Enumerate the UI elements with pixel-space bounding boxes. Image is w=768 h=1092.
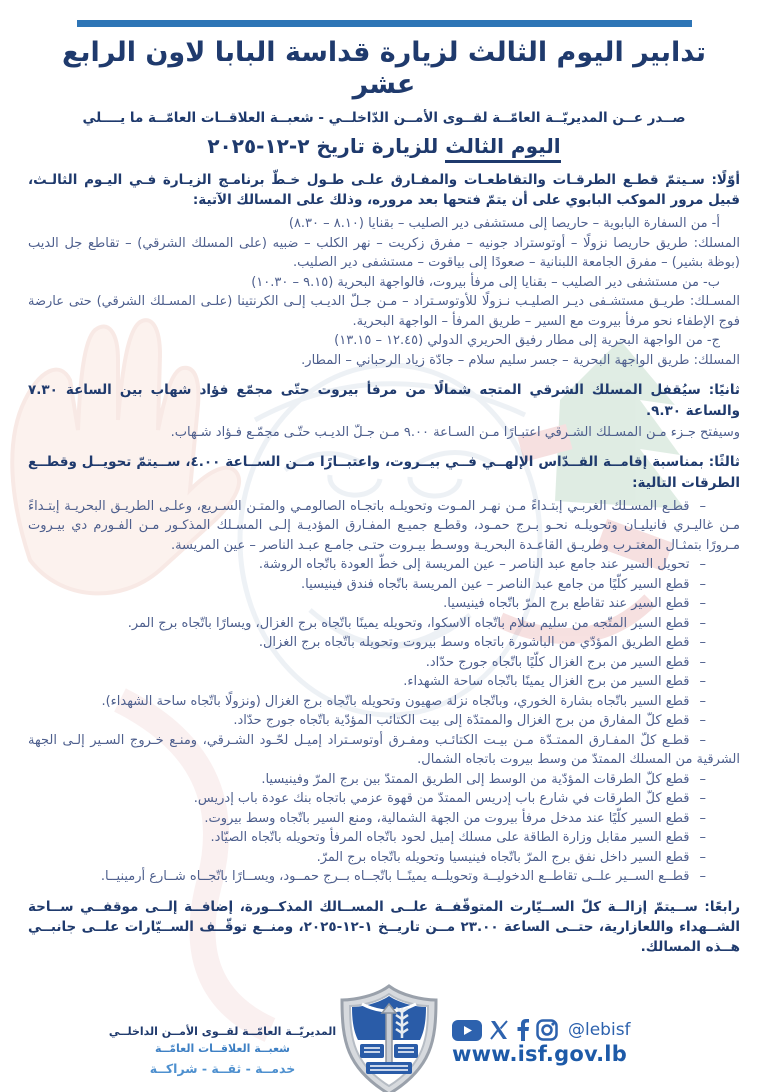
bullet-text: قطع كلّ الطرقات المؤدّية من الوسط إلى الطريق الممتدّ بين برج المرّ وفينيسيا. <box>261 771 690 787</box>
footer-directorate-name: المديريّــة العامّــة لقــوى الأمــن الداخلــي <box>108 1025 337 1038</box>
page-title: تدابير اليوم الثالث لزيارة قداسة البابا لاون الرابع عشر <box>61 37 707 101</box>
issuer-subtitle: صــدر عــن المديريّــة العامّــة لقــوى الأمــن الدّاخلــي - شعبــة العلاقــات العامّــة ما يــــلي <box>82 109 686 126</box>
section-third <box>28 452 740 887</box>
route-label: ج- من الواجهة البحرية إلى مطار رفيق الحريري الدولي (١٢.٤٥ – ١٣.١٥) <box>334 333 720 349</box>
instagram-icon[interactable] <box>536 1019 558 1041</box>
bullet-text: قطع السير داخل نفق برج المرّ باتّجاه فينيسيا وتحويله باتّجاه برج المرّ. <box>316 849 690 865</box>
bullet-dash: – <box>699 869 706 885</box>
closure-bullet <box>28 711 740 731</box>
closure-bullet <box>28 555 740 575</box>
bullet-dash: – <box>699 557 706 573</box>
route-entry <box>28 273 740 332</box>
closure-bullet <box>28 653 740 673</box>
closure-bullet <box>28 789 740 809</box>
section-second <box>28 380 740 442</box>
section-fourth-lead: رابعًا: ســيتمّ إزالــة كلّ الســيّارت المتوقّفــة علــى المســالك المذكــورة، إضافــة إلــى موقفــي ســاحة الشــهداء واللعازارية، حتــى الساعة ٢٣.٠٠ مــن تاريــخ ١-١٢-٢٠٢٥، ومنــع توقّــف الســيّارات علــى جانبــي هــذه المسالك. <box>28 898 740 956</box>
website-url[interactable]: www.isf.gov.lb <box>452 1042 627 1066</box>
closure-bullet <box>28 828 740 848</box>
x-icon[interactable] <box>489 1020 509 1040</box>
header-accent-bar <box>77 20 692 27</box>
closure-bullet <box>28 731 740 770</box>
closure-bullet <box>28 594 740 614</box>
visit-day-heading <box>28 134 740 158</box>
social-icons-row <box>452 1019 631 1041</box>
visit-day-underlined: اليوم الثالث <box>445 134 560 163</box>
section-first-lead: أوّلًا: سـيتمّ قطـع الطرقـات والتقاطعـات والمفـارق علـى طـول خـطّ برنامـج الزيـارة فـي اليـوم الثالـث، قبيل مرور الموكب البابوي على أن يتمّ فتحها بعد مروره، وذلك على المسالك الآتية: <box>28 171 740 209</box>
bullet-text: قطع السير عند تقاطع برج المرّ باتّجاه فينيسيا. <box>443 596 690 612</box>
bullet-dash: – <box>699 596 706 612</box>
closure-bullet <box>28 575 740 595</box>
route-label: ب- من مستشفى دير الصليب – بقنايا إلى مرفأ بيروت، فالواجهة البحرية (٩.١٥ – ١٠.٣٠) <box>251 274 720 290</box>
bullet-text: قطـع كلّ المفـارق الممتـدّة مـن بيـت الكتائـب ومفـرق أوتوسـتراد إميـل لحّـود الشـرقي، ومنـع خـروج السـير إلـى الجهة الشرقية من المسلك الممتدّ من وسط بيروت باتجاه الشمال. <box>28 732 740 768</box>
route-label: أ- من السفارة البابوية – حاريصا إلى مستشفى دير الصليب – بقنايا (٨.١٠ – ٨.٣٠) <box>288 216 720 232</box>
bullet-text: قطع السير كلّيًا من جامع عبد الناصر – عين المريسة باتّجاه فندق فينيسيا. <box>301 576 690 592</box>
bullet-dash: – <box>699 693 706 709</box>
route-list <box>28 214 740 370</box>
bullet-text: تحويل السير عند جامع عبد الناصر – عين المريسة إلى خطّ العودة باتّجاه الروشة. <box>258 557 690 573</box>
visit-day-rest: للزيارة تاريخ ٢-١٢-٢٠٢٥ <box>207 133 446 158</box>
bullet-dash: – <box>699 791 706 807</box>
bullet-text: قطع السير مقابل وزارة الطاقة على مسلك إميل لحود باتّجاه المرفأ وتحويله باتّجاه الصيّاد. <box>210 830 690 846</box>
bullet-text: قطع السير من برج الغزال كلّيًا باتّجاه جورج حدّاد. <box>425 654 690 670</box>
bullet-dash: – <box>699 771 706 787</box>
closure-bullet <box>28 848 740 868</box>
bullet-text: قطــع الســير علــى تقاطــع الدخوليــة وتحويلــه يمينًــا باتّجــاه بــرج حمــود، ويســارًا باتّجــاه شــارع أرمينيــا. <box>100 869 690 885</box>
footer-division-name: شعبــة العلاقــات العامّــة <box>155 1042 290 1055</box>
bullet-dash: – <box>699 674 706 690</box>
closure-bullet-list <box>28 497 740 887</box>
closure-bullet <box>28 633 740 653</box>
closure-bullet <box>28 809 740 829</box>
bullet-dash: – <box>699 576 706 592</box>
bullet-dash: – <box>699 635 706 651</box>
bullet-text: قطع كلّ الطرقات في شارع باب إدريس الممتدّ من قهوة عزمي باتجاه بنك عودة باب إدريس. <box>193 791 690 807</box>
bullet-dash: – <box>699 498 706 514</box>
bullet-text: قطـع المسـلك الغربـي إبتـداءً مـن نهـر المـوت وتحويلـه باتجـاه الصالومـي والمتـن السـريع، وعلـى الطريـق البحريـة إبتـداءً مـن غاليـري فانيليـان وتحويلـه نحـو بـرج حمـود، وقطـع جميـع المفـارق المؤديـة إلـى المسـلك المذكـور مـن الفـورم دي بيـروت مـرورًا بتمثـال المغتـرب وطريـق القاعـدة البحريـة ووسـط بيـروت حتـى جامـع عبـد الناصر – عين المريسة. <box>28 498 740 553</box>
bullet-dash: – <box>699 810 706 826</box>
route-path: المسـلك: طريـق مستشـفى ديـر الصليـب نـزولًا للأوتوسـتراد – مـن جـلّ الديـب إلـى الكرنتينا (علـى المسـلك الشرقي) حتى عارضة فوج الإطفاء نحو مرفأ بيروت مع السير – طريق المرفأ – الواجهة البحرية. <box>28 294 740 329</box>
bullet-dash: – <box>699 830 706 846</box>
bullet-dash: – <box>699 732 706 748</box>
route-path: المسلك: طريق الواجهة البحرية – جسر سليم سلام – جادّة زياد الرحباني – المطار. <box>301 352 740 368</box>
bullet-dash: – <box>699 615 706 631</box>
section-first <box>28 170 740 371</box>
closure-bullet <box>28 672 740 692</box>
bullet-text: قطع السير باتّجاه بشارة الخوري، وباتّجاه نزلة صهيون وتحويله باتّجاه برج الغزال (ونزولًا باتّجاه ساحة الشهداء). <box>101 693 690 709</box>
social-handle[interactable]: @lebisf <box>568 1020 631 1040</box>
footer-organization-block <box>100 1025 345 1076</box>
facebook-icon[interactable] <box>516 1019 529 1041</box>
bullet-dash: – <box>699 713 706 729</box>
footer-motto: خدمــة - ثقــة - شراكــة <box>149 1061 296 1076</box>
route-path: المسلك: طريق حاريصا نزولًا – أوتوستراد جونيه – مفرق زكريت – نهر الكلب – ضبيه (على المسلك الشرقي) – تقاطع جل الديب (بوظة بشير) – مفرق الجامعة اللبنانية – صعودًا إلى بياقوت – مستشفى دير الصليب. <box>28 235 740 271</box>
section-third-lead: ثالثًا: بمناسبة إقامــة القــدّاس الإلهــي فــي بيــروت، واعتبــارًا مــن الســاعة ٤.٠٠، ســيتمّ تحويــل وقطــع الطرقات التالية: <box>28 454 740 491</box>
bullet-dash: – <box>699 654 706 670</box>
closure-bullet <box>28 867 740 887</box>
bullet-text: قطع السير من برج الغزال يمينًا باتّجاه ساحة الشهداء. <box>403 674 690 690</box>
closure-bullet <box>28 497 740 556</box>
bullet-text: قطع السير المتّجه من سليم سلام باتّجاه الاسكوا، وتحويله يمينًا باتّجاه برج الغزال، ويسارًا باتّجاه برج المر. <box>127 615 690 631</box>
isf-shield-logo <box>332 982 446 1092</box>
bullet-text: قطع السير كلّيًا عند مدخل مرفأ بيروت من الجهة الشمالية، ومنع السير باتّجاه وسط بيروت. <box>204 810 690 826</box>
bullet-text: قطع كلّ المفارق من برج الغزال والممتدّة إلى بيت الكتائب المؤدّية باتّجاه جورج حدّاد. <box>233 713 690 729</box>
youtube-icon[interactable] <box>452 1020 482 1041</box>
bullet-dash: – <box>699 849 706 865</box>
route-entry <box>28 331 740 370</box>
footer <box>0 982 768 1092</box>
closure-bullet <box>28 614 740 634</box>
section-second-lead: ثانيًا: سيُقفل المسلك الشرقي المتجه شمالًا من مرفأ بيروت حتّى مجمّع فؤاد شهاب بين الساعة ٧.٣٠ والساعة ٩.٣٠. <box>28 382 740 419</box>
closure-bullet <box>28 770 740 790</box>
section-second-note: وسيفتح جـزء مـن المسـلك الشـرقي اعتبـارًا مـن السـاعة ٩.٠٠ مـن جـلّ الديـب حتّـى مجمّـع فـؤاد شـهاب. <box>170 424 740 440</box>
route-entry <box>28 214 740 273</box>
bullet-text: قطع الطريق المؤدّي من الباشورة باتجاه وسط بيروت وتحويله باتّجاه برج الغزال. <box>258 635 690 651</box>
section-fourth <box>28 897 740 958</box>
closure-bullet <box>28 692 740 712</box>
footer-social-block <box>452 1019 631 1066</box>
